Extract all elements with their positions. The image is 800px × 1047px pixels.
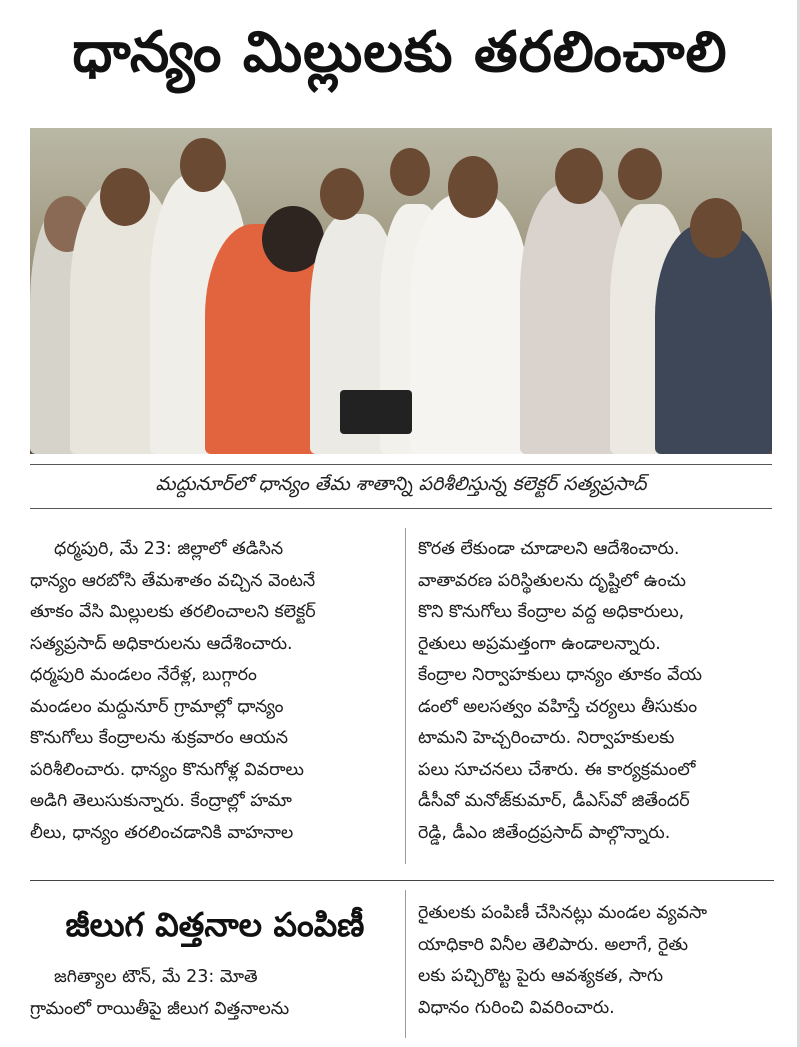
article-line: ధర్మపురి, మే 23: జిల్లాలో తడిసిన <box>54 539 284 559</box>
photo-caption: మద్దునూర్‌లో ధాన్యం తేమ శాతాన్ని పరిశీలిస్తున్న కలెక్టర్ సత్యప్రసాద్ <box>155 472 647 495</box>
caption-rule-top <box>30 464 772 465</box>
photo-figure-head <box>690 198 742 258</box>
article-line: కొని కొనుగోలు కేంద్రాల వద్ద అధికారులు, <box>418 602 685 622</box>
article-left-column <box>30 534 398 849</box>
article-line: తూకం వేసి మిల్లులకు తరలించాలని కలెక్టర్ <box>30 602 316 622</box>
photo-figure-head <box>180 138 226 192</box>
page-headline: ధాన్యం మిల్లులకు తరలించాలి <box>72 19 728 85</box>
article-line: కేంద్రాల నిర్వాహకులు ధాన్యం తూకం వేయ <box>418 665 703 685</box>
article-line: పలు సూచనలు చేశారు. ఈ కార్యక్రమంలో <box>418 759 696 780</box>
photo-figure-head <box>555 148 603 204</box>
article-separator <box>30 880 774 881</box>
article-line: డీసీవో మనోజ్‌కుమార్, డీఎస్‌వో జితేందర్ <box>418 791 690 811</box>
article-line: లకు పచ్చిరొట్ట పైరు ఆవశ్యకత, సాగు <box>418 966 664 986</box>
article-line: ధాన్యం ఆరబోసి తేమశాతం వచ్చిన వెంటనే <box>30 570 316 591</box>
photo-device <box>340 390 412 434</box>
article-line: కొరత లేకుండా చూడాలని ఆదేశించారు. <box>418 539 680 559</box>
photo-figure-head <box>618 148 662 200</box>
photo-figure <box>410 194 530 454</box>
article-line: సత్యప్రసాద్ అధికారులను ఆదేశించారు. <box>30 633 293 654</box>
article-line: జగిత్యాల టౌన్, మే 23: మోతె <box>54 967 258 987</box>
photo-figure-head <box>320 168 364 220</box>
article-line: రెడ్డి, డీఎం జితేంద్రప్రసాద్ పాల్గొన్నారు. <box>418 822 671 843</box>
column-divider <box>405 528 406 864</box>
article2-right-column <box>418 898 774 1024</box>
article-line: రైతులు అప్రమత్తంగా ఉండాలన్నారు. <box>418 633 661 654</box>
article-line: యాధికారి వినీల తెలిపారు. అలాగే, రైతు <box>418 934 689 955</box>
article-line: విధానం గురించి వివరించారు. <box>418 997 615 1018</box>
photo-figure <box>655 224 772 454</box>
article2-headline: జీలుగ విత్తనాల పంపిణీ <box>65 904 365 944</box>
photo-figure-head <box>448 156 498 218</box>
article-line: డంలో అలసత్వం వహిస్తే చర్యలు తీసుకుం <box>418 696 698 717</box>
article-line: వాతావరణ పరిస్థితులను దృష్టిలో ఉంచు <box>418 570 686 591</box>
caption-rule-bottom <box>30 508 772 509</box>
column-divider-2 <box>405 890 406 1038</box>
article-line: మండలం మద్దునూర్ గ్రామాల్లో ధాన్యం <box>30 696 284 717</box>
article-line: గ్రామంలో రాయితీపై జీలుగ విత్తనాలను <box>30 998 290 1019</box>
article-line: కొనుగోలు కేంద్రాలను శుక్రవారం ఆయన <box>30 728 288 748</box>
photo-figure-head <box>100 168 150 226</box>
article-line: ధర్మపురి మండలం నేరేళ్ల, బుగ్గారం <box>30 665 257 685</box>
photo-figure-head <box>390 148 430 196</box>
article-line: లీలు, ధాన్యం తరలించడానికి వాహనాల <box>30 822 294 843</box>
article-line: రైతులకు పంపిణీ చేసినట్లు మండల వ్యవసా <box>418 903 708 923</box>
article-right-column <box>418 534 774 849</box>
article-line: అడిగి తెలుసుకున్నారు. కేంద్రాల్లో హమా <box>30 791 292 811</box>
article-line: టామని హెచ్చరించారు. నిర్వాహకులకు <box>418 728 675 748</box>
news-photo <box>30 128 772 454</box>
article2-left-column <box>30 962 398 1025</box>
article-line: పరిశీలించారు. ధాన్యం కొనుగోళ్ల వివరాలు <box>30 759 304 780</box>
